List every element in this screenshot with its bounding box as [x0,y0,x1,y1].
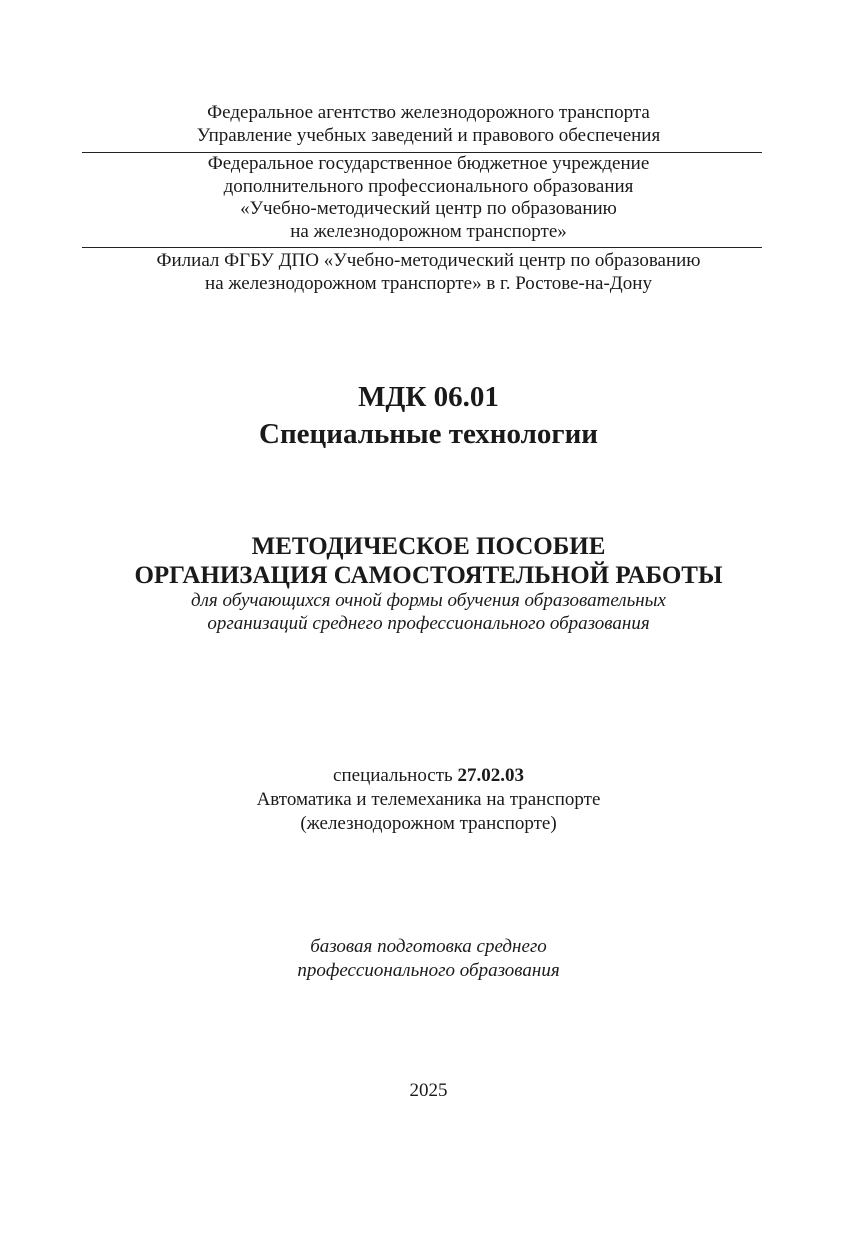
divider-middle [82,247,762,248]
year-text: 2025 [409,1080,448,1101]
institution-line-3: «Учебно-методический центр по образованию [240,198,617,219]
specialty-name: Автоматика и телемеханика на транспорте [256,789,601,810]
specialty-code-line [0,764,857,788]
manual-heading [0,532,857,635]
agency-block [0,102,857,147]
training-level [0,935,857,983]
institution-line-2: дополнительного профессионального образования [223,175,634,197]
manual-title-line-1: МЕТОДИЧЕСКОЕ ПОСОБИЕ [251,533,606,560]
course-code: МДК 06.01 [358,381,499,413]
specialty-code: 27.02.03 [457,765,524,786]
course-heading [0,379,857,453]
training-level-line-1: базовая подготовка среднего [310,936,547,957]
branch-line-2: на железнодорожном транспорте» в г. Ростове-на-Дону [205,272,652,294]
manual-audience-line-2: организаций среднего профессионального образования [207,612,650,634]
publication-year [0,1079,857,1103]
institution-line-4: на железнодорожном транспорте» [290,220,567,242]
branch-block [0,250,857,295]
course-name: Специальные технологии [259,418,598,450]
institution-line-1: Федеральное государственное бюджетное учреждение [207,153,650,174]
manual-audience-line-1: для обучающихся очной формы обучения образовательных [191,590,666,611]
agency-department: Управление учебных заведений и правового обеспечения [196,124,661,146]
institution-block [0,153,857,243]
specialty-block [0,764,857,836]
branch-line-1: Филиал ФГБУ ДПО «Учебно-методический центр по образованию [156,250,701,271]
agency-name: Федеральное агентство железнодорожного транспорта [207,102,650,123]
manual-title-line-2: ОРГАНИЗАЦИЯ САМОСТОЯТЕЛЬНОЙ РАБОТЫ [134,562,723,589]
specialty-qualifier: (железнодорожном транспорте) [300,813,557,834]
training-level-line-2: профессионального образования [297,960,560,981]
specialty-label: специальность [333,765,458,786]
